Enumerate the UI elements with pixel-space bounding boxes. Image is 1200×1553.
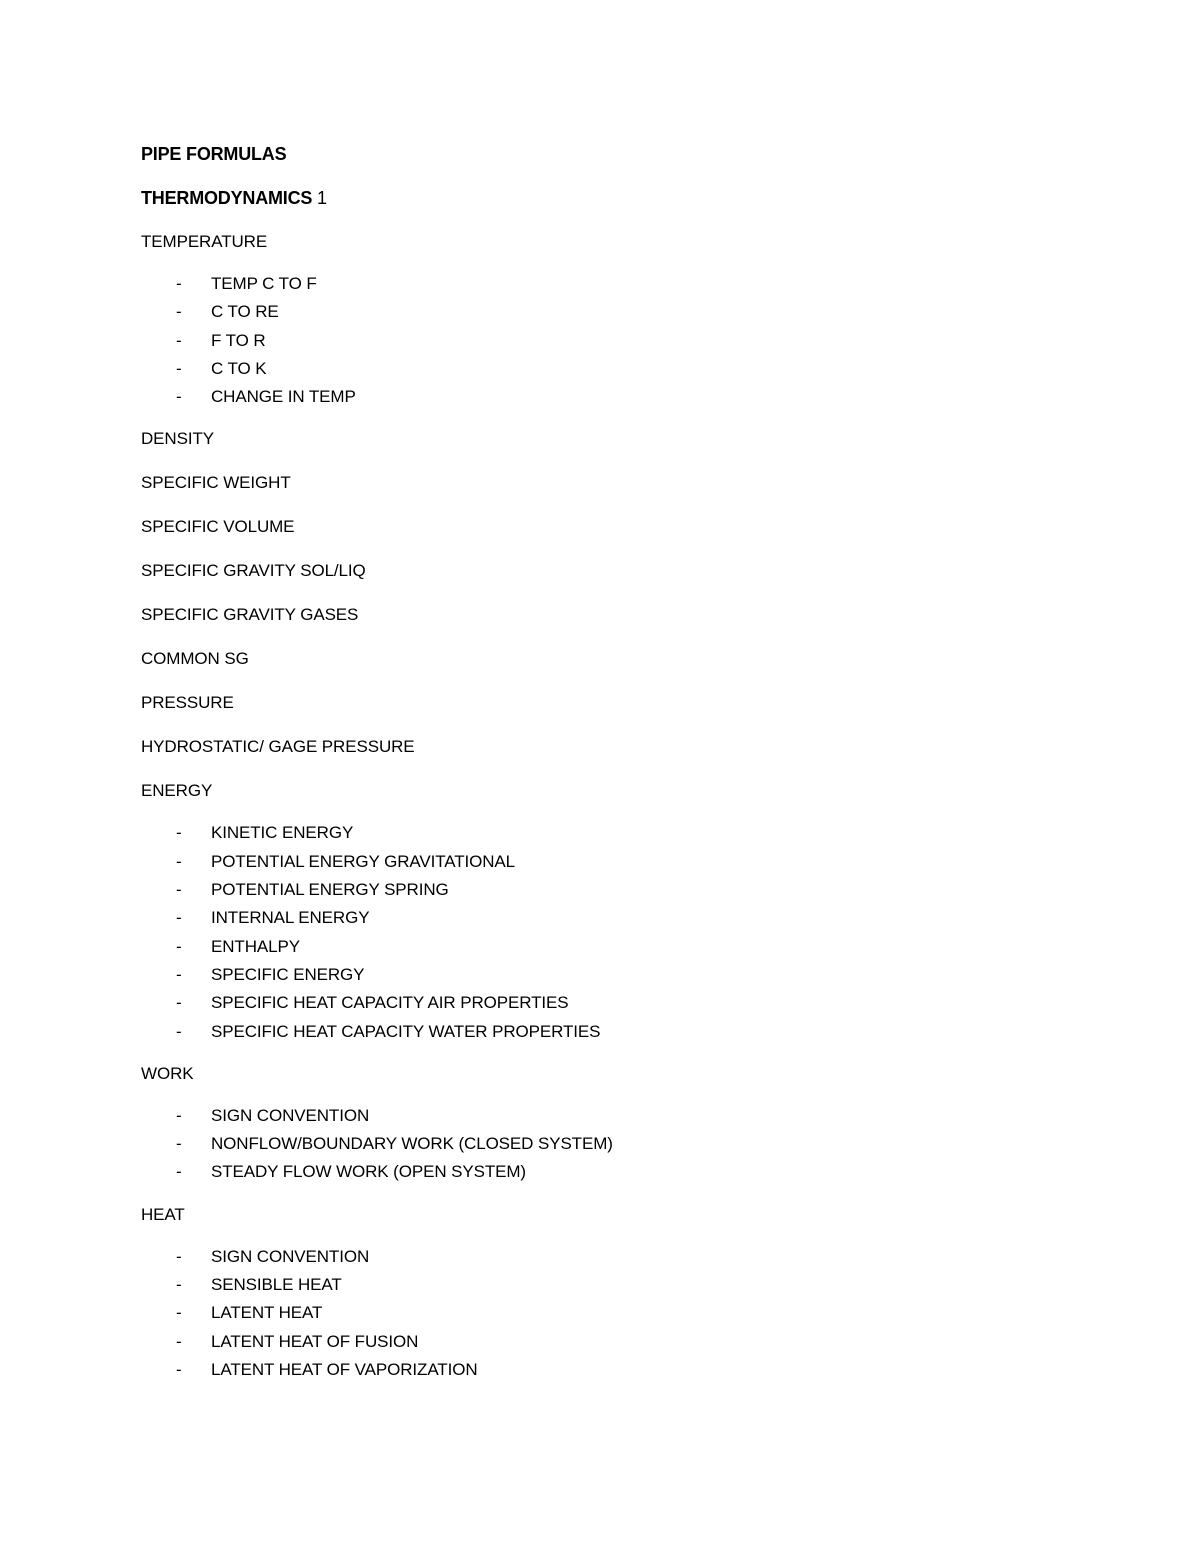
section-heading: SPECIFIC GRAVITY SOL/LIQ	[141, 561, 366, 581]
section-heading: SPECIFIC VOLUME	[141, 517, 295, 537]
list-item	[141, 848, 1061, 876]
list-item-text: SPECIFIC HEAT CAPACITY AIR PROPERTIES	[211, 993, 569, 1013]
sections-container	[141, 226, 1061, 1384]
section-heading: HEAT	[141, 1204, 185, 1224]
bullet-dash: -	[176, 908, 182, 928]
subtitle-number: 1	[317, 188, 327, 208]
document-title: PIPE FORMULAS	[141, 144, 287, 164]
list-item-text: POTENTIAL ENERGY SPRING	[211, 880, 449, 900]
bullet-dash: -	[176, 1105, 182, 1125]
list-item	[141, 989, 1061, 1017]
bullet-dash: -	[176, 1275, 182, 1295]
list-item	[141, 355, 1061, 383]
list-item	[141, 961, 1061, 989]
list-item-text: SIGN CONVENTION	[211, 1105, 370, 1125]
section-heading: DENSITY	[141, 429, 214, 449]
list-item	[141, 933, 1061, 961]
list-item	[141, 904, 1061, 932]
list-item-text: POTENTIAL ENERGY GRAVITATIONAL	[211, 851, 516, 871]
section-heading: ENERGY	[141, 781, 213, 801]
bullet-dash: -	[176, 330, 182, 350]
bullet-dash: -	[176, 1331, 182, 1351]
list-item	[141, 819, 1061, 847]
bullet-dash: -	[176, 823, 182, 843]
list-item	[141, 1271, 1061, 1299]
list-item	[141, 1299, 1061, 1327]
list-item-text: ENTHALPY	[211, 936, 300, 956]
list-item-text: C TO K	[211, 358, 267, 378]
section-heading: PRESSURE	[141, 693, 234, 713]
bullet-dash: -	[176, 1134, 182, 1154]
bullet-list	[141, 1102, 1061, 1187]
list-item-text: SPECIFIC HEAT CAPACITY WATER PROPERTIES	[211, 1021, 601, 1041]
list-item-text: LATENT HEAT OF VAPORIZATION	[211, 1359, 478, 1379]
list-item	[141, 876, 1061, 904]
bullet-dash: -	[176, 274, 182, 293]
bullet-dash: -	[176, 880, 182, 900]
bullet-list	[141, 270, 1061, 411]
list-item	[141, 383, 1061, 411]
list-item	[141, 1243, 1061, 1271]
list-item	[141, 1018, 1061, 1046]
section-heading: SPECIFIC GRAVITY GASES	[141, 605, 359, 625]
bullet-list	[141, 819, 1061, 1045]
bullet-dash: -	[176, 1021, 182, 1041]
list-item-text: C TO RE	[211, 302, 279, 322]
list-item	[141, 1356, 1061, 1384]
section-heading: COMMON SG	[141, 649, 249, 669]
list-item	[141, 1328, 1061, 1356]
list-item	[141, 298, 1061, 326]
list-item-text: LATENT HEAT	[211, 1303, 323, 1323]
bullet-dash: -	[176, 1303, 182, 1323]
bullet-dash: -	[176, 302, 182, 322]
list-item-text: SENSIBLE HEAT	[211, 1275, 342, 1295]
bullet-dash: -	[176, 851, 182, 871]
list-item	[141, 270, 1061, 298]
bullet-dash: -	[176, 936, 182, 956]
list-item-text: KINETIC ENERGY	[211, 823, 354, 843]
document-subtitle	[141, 182, 1061, 214]
list-item	[141, 1102, 1061, 1130]
bullet-dash: -	[176, 387, 182, 407]
bullet-dash: -	[176, 1246, 182, 1266]
bullet-dash: -	[176, 358, 182, 378]
list-item-text: F TO R	[211, 330, 266, 350]
subtitle-text: THERMODYNAMICS	[141, 188, 313, 208]
section-heading: WORK	[141, 1063, 194, 1083]
section-heading: TEMPERATURE	[141, 232, 268, 251]
section-heading: HYDROSTATIC/ GAGE PRESSURE	[141, 737, 415, 757]
bullet-dash: -	[176, 1359, 182, 1379]
bullet-dash: -	[176, 964, 182, 984]
list-item	[141, 327, 1061, 355]
list-item-text: STEADY FLOW WORK (OPEN SYSTEM)	[211, 1162, 526, 1182]
list-item	[141, 1158, 1061, 1186]
document-body	[141, 138, 1061, 1396]
bullet-dash: -	[176, 1162, 182, 1182]
list-item-text: SPECIFIC ENERGY	[211, 964, 365, 984]
list-item-text: INTERNAL ENERGY	[211, 908, 370, 928]
list-item-text: TEMP C TO F	[211, 274, 317, 293]
list-item-text: NONFLOW/BOUNDARY WORK (CLOSED SYSTEM)	[211, 1134, 613, 1154]
list-item-text: CHANGE IN TEMP	[211, 387, 356, 407]
list-item-text: LATENT HEAT OF FUSION	[211, 1331, 419, 1351]
bullet-list	[141, 1243, 1061, 1384]
bullet-dash: -	[176, 993, 182, 1013]
list-item	[141, 1130, 1061, 1158]
list-item-text: SIGN CONVENTION	[211, 1246, 370, 1266]
section-heading: SPECIFIC WEIGHT	[141, 473, 291, 493]
